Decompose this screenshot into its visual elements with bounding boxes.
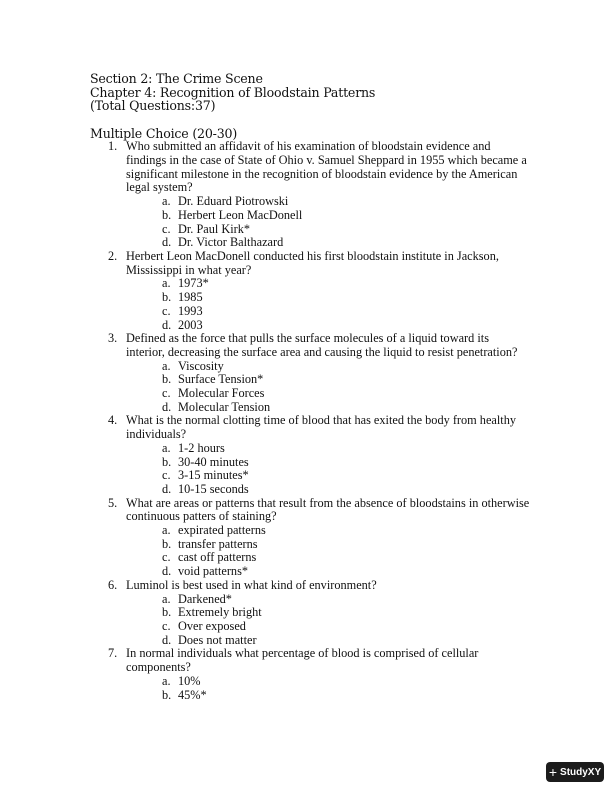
option-letter: a. xyxy=(162,440,171,455)
badge-label: StudyXY xyxy=(560,766,602,778)
question-number: 5. xyxy=(108,495,118,510)
answer-option xyxy=(126,360,530,374)
option-list xyxy=(126,593,530,648)
answer-option xyxy=(126,291,530,305)
answer-option xyxy=(126,387,530,401)
question-text: Herbert Leon MacDonell conducted his first bloodstain institute in Jackson, Mississippi in what year? xyxy=(126,249,499,277)
option-text: 1985 xyxy=(178,290,203,305)
option-text: expirated patterns xyxy=(178,523,266,538)
answer-option xyxy=(126,675,530,689)
answer-option xyxy=(126,524,530,538)
option-text: 1973* xyxy=(178,276,209,291)
option-letter: d. xyxy=(162,632,172,647)
studyxy-badge[interactable] xyxy=(546,762,604,782)
question-item xyxy=(90,647,530,702)
answer-option xyxy=(126,456,530,470)
answer-option xyxy=(126,565,530,579)
option-letter: b. xyxy=(162,605,172,620)
option-text: cast off patterns xyxy=(178,550,257,565)
option-text: void patterns* xyxy=(178,564,249,579)
option-text: 10% xyxy=(178,673,201,688)
option-letter: c. xyxy=(162,618,171,633)
option-text: 2003 xyxy=(178,317,203,332)
option-text: 30-40 minutes xyxy=(178,454,249,469)
option-letter: a. xyxy=(162,673,171,688)
option-list xyxy=(126,675,530,702)
question-text: What is the normal clotting time of blood that has exited the body from healthy individuals? xyxy=(126,413,516,442)
option-text: 1993 xyxy=(178,303,203,318)
option-list xyxy=(126,360,530,415)
question-item xyxy=(90,140,530,250)
plus-icon: + xyxy=(548,764,558,780)
total-questions: (Total Questions:37) xyxy=(90,98,216,114)
option-text: 45%* xyxy=(178,687,207,702)
option-text: Herbert Leon MacDonell xyxy=(178,207,303,222)
answer-option xyxy=(126,209,530,223)
option-text: Surface Tension* xyxy=(178,372,264,387)
question-text: In normal individuals what percentage of blood is comprised of cellular components? xyxy=(126,646,479,675)
question-text: What are areas or patterns that result from the absence of bloodstains in otherwise continuous patters of staining? xyxy=(126,495,530,524)
answer-option xyxy=(126,620,530,634)
answer-option xyxy=(126,469,530,483)
multiple-choice-label: Multiple Choice (20-30) xyxy=(90,125,238,141)
option-letter: d. xyxy=(162,564,172,579)
answer-option xyxy=(126,689,530,703)
option-letter: d. xyxy=(162,235,172,250)
answer-option xyxy=(126,236,530,250)
question-item xyxy=(90,332,530,414)
option-letter: b. xyxy=(162,372,172,387)
option-list xyxy=(126,442,530,497)
option-letter: c. xyxy=(162,386,171,401)
option-letter: a. xyxy=(162,523,171,538)
document-page xyxy=(90,72,530,702)
answer-option xyxy=(126,606,530,620)
option-letter: d. xyxy=(162,317,172,332)
option-letter: a. xyxy=(162,358,171,373)
answer-option xyxy=(126,551,530,565)
question-text: Luminol is best used in what kind of environment? xyxy=(126,577,377,592)
option-letter: c. xyxy=(162,221,171,236)
option-letter: a. xyxy=(162,591,171,606)
question-text: Who submitted an affidavit of his examination of bloodstain evidence and findings in the case of State of Ohio v. Samuel Sheppard in 1955 which became a significant milestone in the recognition of bloodstain evidence by the American legal system? xyxy=(126,139,527,195)
question-number: 3. xyxy=(108,331,118,346)
option-letter: c. xyxy=(162,468,171,483)
option-letter: a. xyxy=(162,276,171,291)
option-list xyxy=(126,277,530,332)
question-number: 6. xyxy=(108,577,118,592)
question-item xyxy=(90,250,530,332)
answer-option xyxy=(126,319,530,333)
option-letter: b. xyxy=(162,454,172,469)
option-text: Viscosity xyxy=(178,358,224,373)
option-letter: b. xyxy=(162,536,172,551)
section-title: Section 2: The Crime Scene xyxy=(90,71,263,86)
question-number: 4. xyxy=(108,413,118,428)
question-item xyxy=(90,414,530,496)
option-text: Dr. Eduard Piotrowski xyxy=(178,194,289,209)
question-list xyxy=(90,140,530,702)
option-text: Molecular Forces xyxy=(178,386,265,401)
question-item xyxy=(90,497,530,579)
option-list xyxy=(126,195,530,250)
answer-option xyxy=(126,305,530,319)
option-letter: b. xyxy=(162,290,172,305)
option-text: Molecular Tension xyxy=(178,399,271,414)
answer-option xyxy=(126,538,530,552)
option-text: 10-15 seconds xyxy=(178,481,249,496)
answer-option xyxy=(126,401,530,415)
option-list xyxy=(126,524,530,579)
option-text: transfer patterns xyxy=(178,536,258,551)
option-text: 3-15 minutes* xyxy=(178,468,249,483)
option-letter: a. xyxy=(162,194,171,209)
option-text: Dr. Paul Kirk* xyxy=(178,221,251,236)
option-text: Does not matter xyxy=(178,632,257,647)
answer-option xyxy=(126,442,530,456)
option-letter: b. xyxy=(162,687,172,702)
option-text: Dr. Victor Balthazard xyxy=(178,235,284,250)
chapter-title: Chapter 4: Recognition of Bloodstain Patterns xyxy=(90,84,376,100)
answer-option xyxy=(126,593,530,607)
option-text: Darkened* xyxy=(178,591,232,606)
answer-option xyxy=(126,223,530,237)
option-text: Extremely bright xyxy=(178,605,262,620)
question-text: Defined as the force that pulls the surface molecules of a liquid toward its interior, decreasing the surface area and causing the liquid to resist penetration? xyxy=(126,331,518,359)
option-letter: d. xyxy=(162,399,172,414)
answer-option xyxy=(126,373,530,387)
question-item xyxy=(90,579,530,648)
question-number: 2. xyxy=(108,249,118,263)
question-number: 1. xyxy=(108,139,118,154)
option-letter: b. xyxy=(162,207,172,222)
option-letter: d. xyxy=(162,481,172,496)
option-text: 1-2 hours xyxy=(178,440,225,455)
option-letter: c. xyxy=(162,303,171,318)
answer-option xyxy=(126,277,530,291)
question-number: 7. xyxy=(108,646,118,661)
answer-option xyxy=(126,634,530,648)
option-text: Over exposed xyxy=(178,618,246,633)
answer-option xyxy=(126,483,530,497)
answer-option xyxy=(126,195,530,209)
option-letter: c. xyxy=(162,550,171,565)
